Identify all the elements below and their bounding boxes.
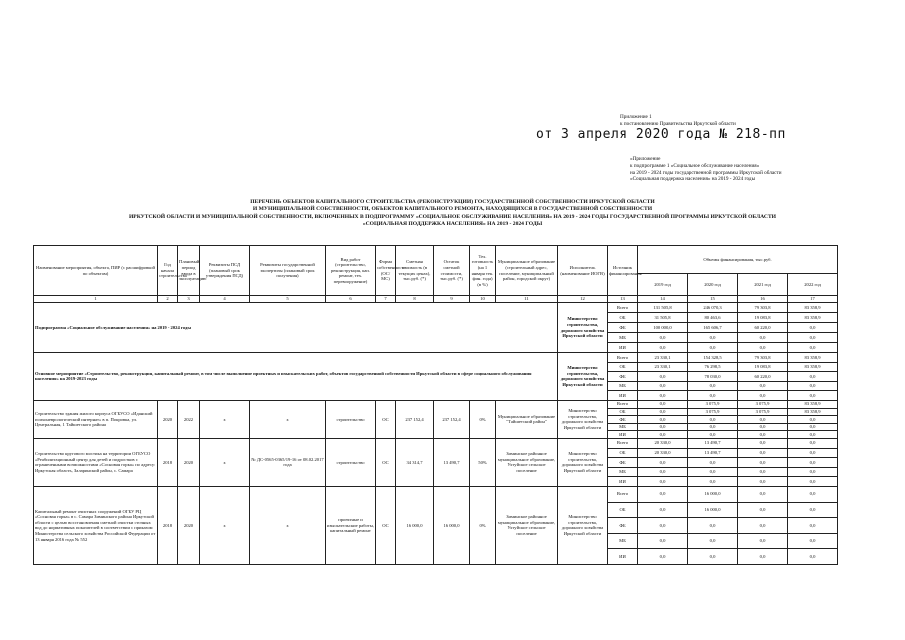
col-header-financing: Объемы финансирования, тыс.руб. xyxy=(638,246,838,274)
col-header-remain: Остаток сметной стоимости, тыс.руб. (*) xyxy=(434,246,470,296)
fin-value: 0,0 xyxy=(688,477,738,487)
fin-value: 0,0 xyxy=(688,416,738,424)
column-numbers-row xyxy=(34,296,838,303)
fin-value: 0,0 xyxy=(738,438,788,448)
fin-value: 19 083,8 xyxy=(738,362,788,372)
fin-source: ФБ xyxy=(608,323,638,333)
sub-appendix-line2: к подпрограмме 1 «Социальное обслуживание населения» xyxy=(630,162,760,169)
fin-value: 83 358,9 xyxy=(788,362,838,372)
object-start: 2020 xyxy=(158,400,178,438)
fin-value: 0,0 xyxy=(638,372,688,382)
col-header-mo: Муниципальное образование (строительный адрес, поселение, муниципальный район, городской округ) xyxy=(496,246,558,296)
object-row xyxy=(34,438,838,448)
object-psd: х xyxy=(200,486,250,564)
fin-value: 0,0 xyxy=(738,448,788,458)
fin-value: 0,0 xyxy=(788,448,838,458)
fin-value: 0,0 xyxy=(788,458,838,468)
fin-value: 0,0 xyxy=(738,333,788,343)
col-header-year-2019: 2019 год xyxy=(638,274,688,296)
fin-value: 0,0 xyxy=(738,467,788,477)
col-number: 17 xyxy=(788,296,838,303)
section-executor: Министерство строительства, дорожного хозяйства Иркутской области xyxy=(558,353,608,401)
col-number: 5 xyxy=(250,296,326,303)
col-header-year-2021: 2021 год xyxy=(738,274,788,296)
title-line2: И МУНИЦИПАЛЬНОЙ СОБСТВЕННОСТИ, ОБЪЕКТОВ КАПИТАЛЬНОГО РЕМОНТА, НАХОДЯЩИХСЯ В ГОСУДАРСТВЕННОЙ СОБСТВЕННОСТИ xyxy=(252,206,653,213)
appendix-line1: Приложение 1 xyxy=(620,114,652,120)
section-row xyxy=(34,303,838,313)
col-number: 14 xyxy=(638,296,688,303)
object-start: 2018 xyxy=(158,486,178,564)
fin-value: 0,0 xyxy=(738,533,788,549)
fin-value: 3 075,9 xyxy=(688,408,738,416)
fin-value: 16 000,0 xyxy=(688,502,738,518)
fin-source: ОБ xyxy=(608,408,638,416)
fin-value: 20 330,0 xyxy=(638,438,688,448)
fin-value: 0,0 xyxy=(788,381,838,391)
col-number: 9 xyxy=(434,296,470,303)
fin-value: 23 330,1 xyxy=(638,362,688,372)
object-psd: х xyxy=(200,438,250,486)
fin-source: Всего xyxy=(608,353,638,363)
section-name: Подпрограмма «Социальное обслуживание населения» на 2019 - 2024 годы xyxy=(34,303,558,353)
fin-value: 165 606,7 xyxy=(688,323,738,333)
fin-value: 76 298,5 xyxy=(688,362,738,372)
fin-source: ОБ xyxy=(608,362,638,372)
fin-value: 0,0 xyxy=(738,423,788,431)
object-cost: 237 152,4 xyxy=(396,400,434,438)
object-executor: Министерство строительства, дорожного хозяйства Иркутской области xyxy=(558,400,608,438)
fin-value: 60 220,0 xyxy=(738,372,788,382)
fin-value: 0,0 xyxy=(738,391,788,401)
fin-source: ИИ xyxy=(608,391,638,401)
fin-value: 3 075,9 xyxy=(738,400,788,408)
fin-value: 0,0 xyxy=(738,486,788,502)
objects-table xyxy=(33,245,838,565)
fin-value: 83 358,9 xyxy=(788,408,838,416)
fin-source: МБ xyxy=(608,423,638,431)
fin-value: 0,0 xyxy=(638,431,688,439)
fin-source: ФБ xyxy=(608,458,638,468)
fin-source: ИИ xyxy=(608,431,638,439)
fin-value: 0,0 xyxy=(638,549,688,565)
col-header-source: Источник финансирования xyxy=(608,246,638,296)
object-end: 2020 xyxy=(178,486,200,564)
fin-value: 13 490,7 xyxy=(688,448,738,458)
col-number: 16 xyxy=(738,296,788,303)
object-start: 2018 xyxy=(158,438,178,486)
fin-value: 3 075,9 xyxy=(738,408,788,416)
fin-value: 83 358,9 xyxy=(788,303,838,313)
fin-value: 0,0 xyxy=(638,533,688,549)
fin-value: 0,0 xyxy=(738,458,788,468)
fin-source: ОБ xyxy=(608,448,638,458)
fin-value: 0,0 xyxy=(788,477,838,487)
col-header-cost: Сметная стоимость (в текущих ценах), тыс.руб. (*) xyxy=(396,246,434,296)
fin-value: 131 505,8 xyxy=(638,303,688,313)
object-own: ОС xyxy=(376,486,396,564)
object-ready: 50% xyxy=(470,438,496,486)
object-mo: Зиминское районное муниципальное образование, Ухтуйское сельское поселение xyxy=(496,486,558,564)
fin-value: 0,0 xyxy=(688,343,738,353)
fin-value: 0,0 xyxy=(738,381,788,391)
fin-value: 0,0 xyxy=(638,518,688,534)
fin-value: 79 303,8 xyxy=(738,353,788,363)
object-ready: 0% xyxy=(470,486,496,564)
fin-value: 80 463,6 xyxy=(688,313,738,323)
fin-value: 0,0 xyxy=(688,381,738,391)
object-end: 2022 xyxy=(178,400,200,438)
col-header-expertise: Реквизиты государственной экспертизы (плановый срок получения) xyxy=(250,246,326,296)
fin-source: МБ xyxy=(608,533,638,549)
fin-value: 0,0 xyxy=(788,391,838,401)
fin-source: ФБ xyxy=(608,518,638,534)
section-executor: Министерство строительства, дорожного хозяйства Иркутской области xyxy=(558,303,608,353)
document-title xyxy=(0,199,905,229)
col-header-own: Форма собственности (ОС/МС) xyxy=(376,246,396,296)
section-row xyxy=(34,353,838,363)
fin-value: 0,0 xyxy=(788,423,838,431)
col-number: 13 xyxy=(608,296,638,303)
fin-source: МБ xyxy=(608,381,638,391)
object-mo: Муниципальное образование "Тайшетский район" xyxy=(496,400,558,438)
order-number: от 3 апреля 2020 года № 218-пп xyxy=(536,127,786,142)
fin-value: 0,0 xyxy=(738,343,788,353)
object-cost: 34 314,7 xyxy=(396,438,434,486)
fin-source: МБ xyxy=(608,467,638,477)
fin-value: 23 330,1 xyxy=(638,353,688,363)
fin-value: 100 000,0 xyxy=(638,323,688,333)
object-name: Капитальный ремонт очистных сооружений ОГБУ РЦ «Сосновая горка» в с. Самара Зиминского района Иркутской области с целью восстановления сметной очистки сточных вод до нормативных показателей в соответствии с приказом Министерства сельского хозяйства Российской Федерации от 13 января 2016 года № 552 xyxy=(34,486,158,564)
fin-value: 0,0 xyxy=(738,502,788,518)
col-number: 8 xyxy=(396,296,434,303)
fin-value: 0,0 xyxy=(638,467,688,477)
col-number: 15 xyxy=(688,296,738,303)
title-line1: ПЕРЕЧЕНЬ ОБЪЕКТОВ КАПИТАЛЬНОГО СТРОИТЕЛЬСТВА (РЕКОНСТРУКЦИИ) ГОСУДАРСТВЕННОЙ СОБСТВЕННОСТИ ИРКУТСКОЙ ОБЛАСТИ xyxy=(250,199,655,205)
fin-value: 83 358,9 xyxy=(788,400,838,408)
fin-value: 0,0 xyxy=(688,423,738,431)
fin-value: 0,0 xyxy=(688,518,738,534)
col-number: 1 xyxy=(34,296,158,303)
fin-value: 0,0 xyxy=(638,416,688,424)
fin-value: 0,0 xyxy=(688,431,738,439)
col-number: 2 xyxy=(158,296,178,303)
object-remain: 16 000,0 xyxy=(434,486,470,564)
fin-source: ОБ xyxy=(608,502,638,518)
fin-value: 83 358,9 xyxy=(788,353,838,363)
fin-value: 0,0 xyxy=(788,416,838,424)
col-number: 10 xyxy=(470,296,496,303)
col-header-executor: Исполнитель (наименование ИОГВ) xyxy=(558,246,608,296)
object-expertise: № ДС-0565-0365/19-16 от 08.02.2017 года xyxy=(250,438,326,486)
fin-value: 83 358,9 xyxy=(788,313,838,323)
col-header-end: Плановый период ввода в эксплуатацию xyxy=(178,246,200,296)
object-psd: х xyxy=(200,400,250,438)
col-number: 6 xyxy=(326,296,376,303)
col-header-name: Наименование мероприятия, объекта, ПИР (с расшифровкой по объектам) xyxy=(34,246,158,296)
col-header-ready: Тех. готовность (на 1 января тек. фин. года) (в %) xyxy=(470,246,496,296)
fin-value: 0,0 xyxy=(638,408,688,416)
object-name: Строительство здания жилого корпуса ОГБУСО «Иданский психоневрологический интернат» в п. Покровка, ул. Центральная, 1 Тайшетского района xyxy=(34,400,158,438)
fin-value: 0,0 xyxy=(738,416,788,424)
fin-value: 0,0 xyxy=(788,438,838,448)
fin-value: 154 328,5 xyxy=(688,353,738,363)
fin-value: 79 303,8 xyxy=(738,303,788,313)
fin-value: 0,0 xyxy=(788,518,838,534)
fin-value: 13 490,7 xyxy=(688,438,738,448)
fin-source: ИИ xyxy=(608,343,638,353)
object-name: Строительство кругового мостика на территории ОГБУСО «Реабилитационный центр для детей и подростков с ограниченными возможностями «Сосновая горка» по адресу: Иркутская область, Заларинский район, с. Самара xyxy=(34,438,158,486)
object-remain: 13 490,7 xyxy=(434,438,470,486)
object-own: ОС xyxy=(376,438,396,486)
appendix-header xyxy=(620,114,736,128)
object-work: строительство xyxy=(326,438,376,486)
sub-appendix-line3: на 2019 - 2024 годы государственной программы Иркутской области xyxy=(630,169,782,176)
fin-value: 0,0 xyxy=(788,333,838,343)
col-number: 4 xyxy=(200,296,250,303)
fin-value: 31 505,8 xyxy=(638,313,688,323)
object-ready: 0% xyxy=(470,400,496,438)
fin-value: 0,0 xyxy=(688,533,738,549)
fin-value: 0,0 xyxy=(788,467,838,477)
sub-appendix-line4: «Социальная поддержка населения» на 2019 - 2024 годы xyxy=(630,176,756,183)
object-expertise: х xyxy=(250,486,326,564)
fin-value: 0,0 xyxy=(638,458,688,468)
fin-value: 0,0 xyxy=(638,477,688,487)
fin-value: 0,0 xyxy=(788,549,838,565)
fin-value: 78 030,0 xyxy=(688,372,738,382)
object-expertise: х xyxy=(250,400,326,438)
fin-source: ОБ xyxy=(608,313,638,323)
fin-value: 0,0 xyxy=(638,391,688,401)
col-number: 3 xyxy=(178,296,200,303)
fin-source: ФБ xyxy=(608,372,638,382)
fin-value: 0,0 xyxy=(788,323,838,333)
fin-value: 0,0 xyxy=(788,533,838,549)
col-header-year-2022: 2022 год xyxy=(788,274,838,296)
fin-value: 0,0 xyxy=(638,343,688,353)
fin-value: 0,0 xyxy=(788,372,838,382)
title-line4: «СОЦИАЛЬНАЯ ПОДДЕРЖКА НАСЕЛЕНИЯ» НА 2019 - 2024 ГОДЫ xyxy=(362,221,543,228)
col-number: 7 xyxy=(376,296,396,303)
fin-value: 0,0 xyxy=(788,486,838,502)
fin-source: Всего xyxy=(608,400,638,408)
col-header-start: Год начала строительства xyxy=(158,246,178,296)
col-header-work: Вид работ (строительство, реконструкция, кап. ремонт, тех. перевооружение) xyxy=(326,246,376,296)
fin-value: 0,0 xyxy=(638,423,688,431)
fin-value: 0,0 xyxy=(688,467,738,477)
fin-source: МБ xyxy=(608,333,638,343)
fin-value: 0,0 xyxy=(688,458,738,468)
col-number: 12 xyxy=(558,296,608,303)
appendix-line2: к постановлению Правительства Иркутской области xyxy=(620,120,736,127)
fin-value: 0,0 xyxy=(738,477,788,487)
object-work: строительство xyxy=(326,400,376,438)
fin-source: Всего xyxy=(608,303,638,313)
col-number: 11 xyxy=(496,296,558,303)
fin-value: 16 000,0 xyxy=(688,486,738,502)
fin-value: 0,0 xyxy=(688,333,738,343)
fin-value: 60 220,0 xyxy=(738,323,788,333)
object-row xyxy=(34,400,838,408)
fin-source: ИИ xyxy=(608,549,638,565)
object-remain: 237 152,4 xyxy=(434,400,470,438)
fin-value: 0,0 xyxy=(638,381,688,391)
fin-value: 20 330,0 xyxy=(638,448,688,458)
object-mo: Зиминское районное муниципальное образование, Ухтуйское сельское поселение xyxy=(496,438,558,486)
header-row xyxy=(34,246,838,274)
sub-appendix xyxy=(630,156,782,183)
object-executor: Министерство строительства, дорожного хозяйства Иркутской области xyxy=(558,486,608,564)
fin-value: 3 075,9 xyxy=(688,400,738,408)
object-own: ОС xyxy=(376,400,396,438)
fin-value: 246 070,3 xyxy=(688,303,738,313)
object-cost: 16 000,0 xyxy=(396,486,434,564)
fin-value: 0,0 xyxy=(738,549,788,565)
fin-source: Всего xyxy=(608,486,638,502)
fin-source: ФБ xyxy=(608,416,638,424)
fin-value: 0,0 xyxy=(788,431,838,439)
col-header-year-2020: 2020 год xyxy=(688,274,738,296)
object-end: 2020 xyxy=(178,438,200,486)
fin-value: 0,0 xyxy=(688,549,738,565)
fin-value: 0,0 xyxy=(638,486,688,502)
fin-value: 0,0 xyxy=(638,502,688,518)
sub-appendix-line1: «Приложение xyxy=(630,156,661,162)
fin-value: 0,0 xyxy=(638,333,688,343)
section-name: Основное мероприятие «Строительство, реконструкция, капитальный ремонт, в том числе выполнение проектных и изыскательских работ, объектов государственной собственности Иркутской области в сфере социального обслуживания населения» на 2019-2023 годы xyxy=(34,353,558,401)
object-executor: Министерство строительства, дорожного хозяйства Иркутской области xyxy=(558,438,608,486)
fin-value: 0,0 xyxy=(738,518,788,534)
fin-value: 0,0 xyxy=(788,343,838,353)
col-header-psd: Реквизиты ПСД (плановый срок утверждения ПСД) xyxy=(200,246,250,296)
fin-value: 19 083,8 xyxy=(738,313,788,323)
fin-source: Всего xyxy=(608,438,638,448)
object-work: проектные и изыскательские работы, капитальный ремонт xyxy=(326,486,376,564)
fin-value: 0,0 xyxy=(788,502,838,518)
fin-value: 0,0 xyxy=(688,391,738,401)
fin-value: 0,0 xyxy=(638,400,688,408)
title-line3: ИРКУТСКОЙ ОБЛАСТИ И МУНИЦИПАЛЬНОЙ СОБСТВЕННОСТИ, ВКЛЮЧЕННЫХ В ПОДПРОГРАММУ «СОЦИАЛЬНОЕ ОБСЛУЖИВАНИЕ НАСЕЛЕНИЯ» НА 2019 - 2024 ГОДЫ ГОСУДАРСТВЕННОЙ ПРОГРАММЫ ИРКУТСКОЙ ОБЛАСТИ xyxy=(128,213,777,220)
fin-source: ИИ xyxy=(608,477,638,487)
object-row xyxy=(34,486,838,502)
fin-value: 0,0 xyxy=(738,431,788,439)
